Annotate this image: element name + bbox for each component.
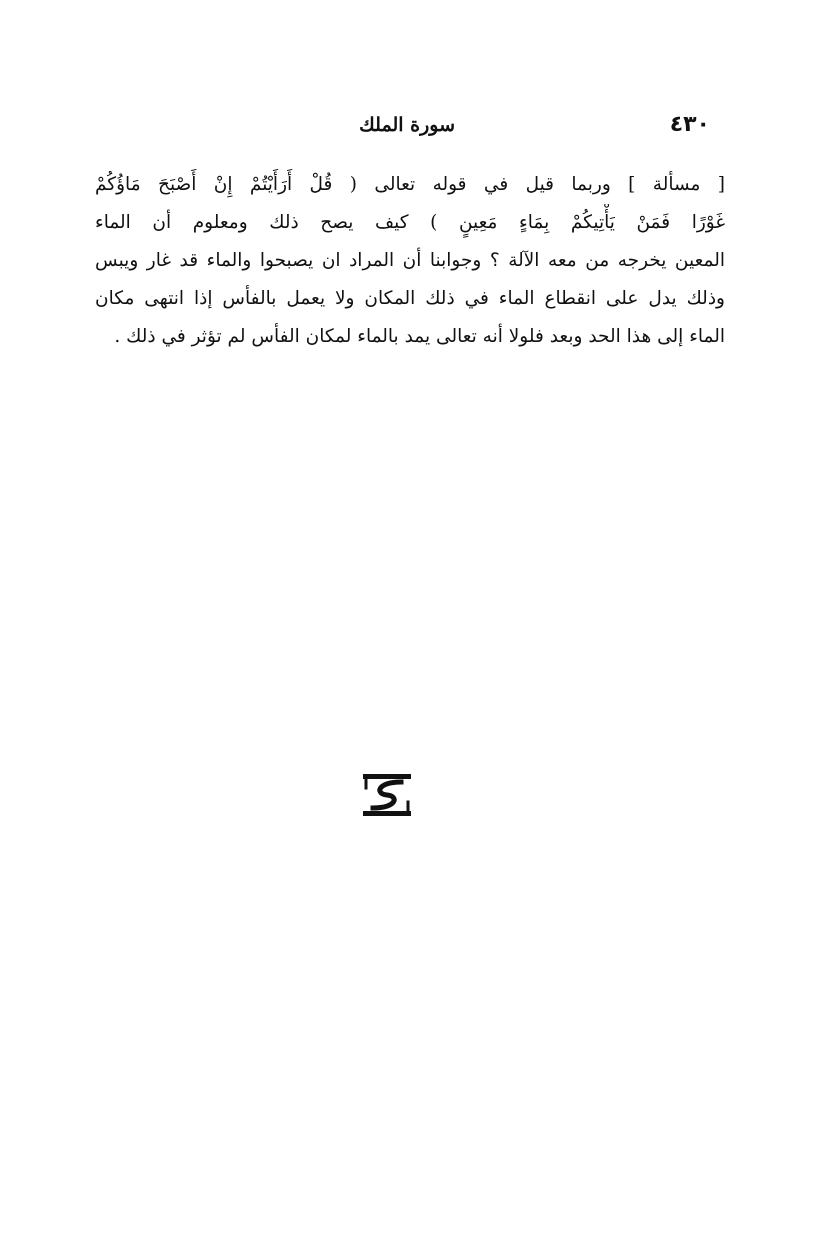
running-head: سورة الملك xyxy=(359,114,455,136)
page-header xyxy=(60,112,710,144)
end-ornament-icon xyxy=(361,772,413,818)
text-line: [ مسألة ] وربما قيل في قوله تعالى ( قُلْ أَرَأَيْتُمْ إِنْ أَصْبَحَ مَاؤُكُمْ xyxy=(95,174,725,195)
page-number: ٤٣٠ xyxy=(669,112,710,137)
text-line: غَوْرًا فَمَنْ يَأْتِيكُمْ بِمَاءٍ مَعِينٍ ) كيف يصح ذلك ومعلوم أن الماء xyxy=(95,212,725,233)
text-line: الماء إلى هذا الحد وبعد فلولا أنه تعالى يمد بالماء لمكان الفأس لم تؤثر في ذلك . xyxy=(114,326,725,347)
text-line: وذلك يدل على انقطاع الماء في ذلك المكان ولا يعمل بالفأس إذا انتهى مكان xyxy=(95,288,725,309)
text-line: المعين يخرجه من معه الآلة ؟ وجوابنا أن المراد ان يصبحوا والماء قد غار ويبس xyxy=(95,250,725,271)
body-text xyxy=(95,166,725,356)
